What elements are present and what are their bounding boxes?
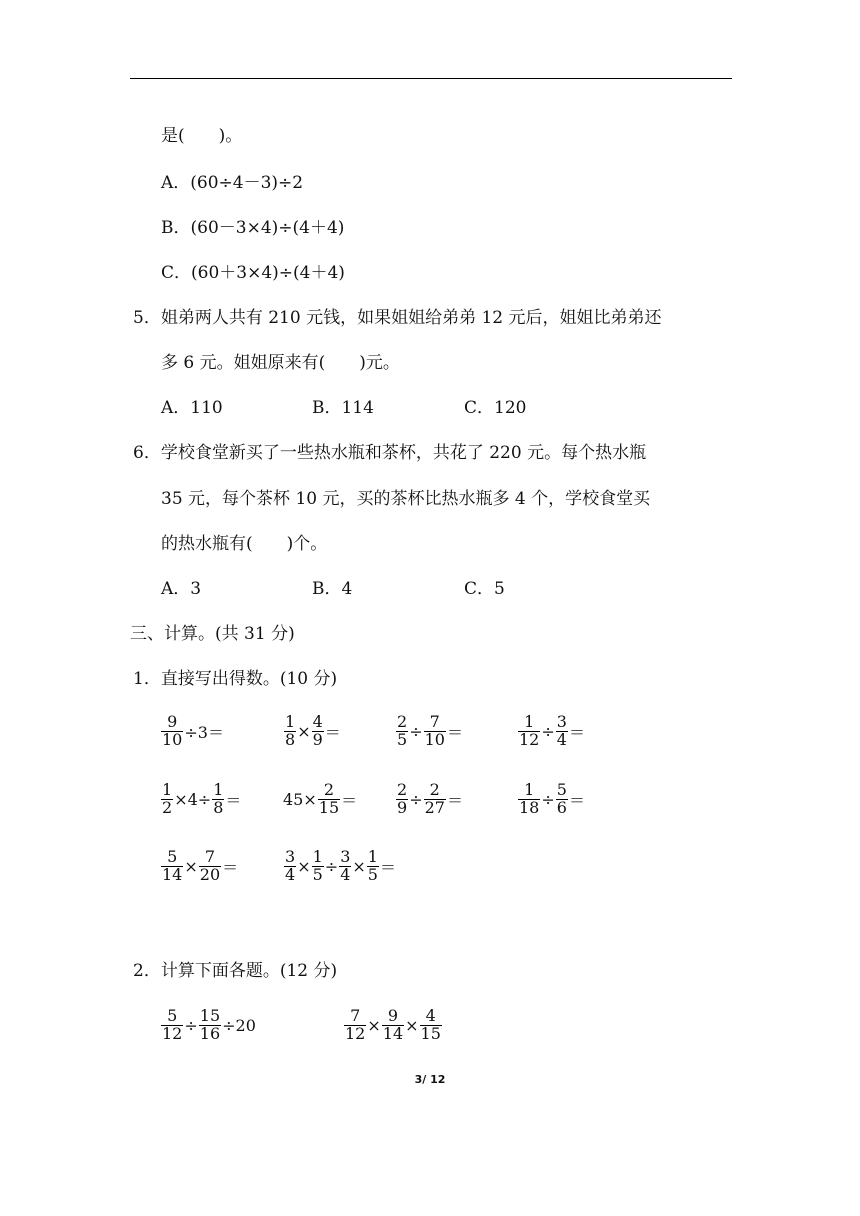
expr-4: $\frac{1}{12}$ ÷ $\frac{3}{4}$ ＝ (519, 712, 585, 749)
page-number: 3/ 12 (414, 1073, 446, 1086)
fraction: $\frac{3}{4}$ (556, 712, 567, 749)
fraction: $\frac{5}{6}$ (556, 780, 567, 817)
expr-8: $\frac{1}{18}$ ÷ $\frac{5}{6}$ ＝ (519, 780, 585, 817)
part-1-title: 1．直接写出得数。(10 分) (133, 669, 338, 689)
fraction: $\frac{2}{15}$ (318, 780, 340, 817)
fraction: $\frac{5}{14}$ (162, 847, 183, 884)
fraction: $\frac{1}{8}$ (213, 780, 224, 817)
q4-option-a: A．(60÷4－3)÷2 (161, 173, 304, 193)
fraction: $\frac{2}{27}$ (424, 780, 445, 817)
fraction: $\frac{1}{5}$ (312, 847, 323, 884)
fraction: $\frac{15}{16}$ (199, 1006, 221, 1043)
q4-option-c: C．(60＋3×4)÷(4＋4) (161, 263, 345, 283)
expr-10: $\frac{3}{4}$ × $\frac{1}{5}$ ÷ $\frac{3}{4}$ × $\frac{1}{5}$ ＝ (285, 847, 396, 884)
fraction: $\frac{1}{8}$ (285, 712, 296, 749)
q6-option-c: C．5 (464, 579, 505, 599)
fraction: $\frac{4}{15}$ (420, 1006, 441, 1043)
q5-option-c: C．120 (464, 398, 527, 418)
fraction: $\frac{7}{20}$ (199, 847, 221, 884)
calc-expr-2: $\frac{7}{12}$ × $\frac{9}{14}$ × $\frac{4}{15}$ (345, 1006, 441, 1043)
fraction: $\frac{7}{10}$ (424, 712, 445, 749)
expr-1: $\frac{9}{10}$ ÷3＝ (162, 712, 224, 749)
q6-option-b: B．4 (312, 579, 353, 599)
fraction: $\frac{9}{14}$ (382, 1006, 404, 1043)
fraction: $\frac{3}{4}$ (340, 847, 351, 884)
expr-7: $\frac{2}{9}$ ÷ $\frac{2}{27}$ ＝ (397, 780, 463, 817)
q4-stem-tail: 是( )。 (161, 126, 243, 146)
q6-stem-line1: 6．学校食堂新买了一些热水瓶和茶杯，共花了 220 元。每个热水瓶 (133, 443, 647, 463)
fraction: $\frac{2}{9}$ (397, 780, 408, 817)
fraction: $\frac{1}{2}$ (162, 780, 173, 817)
fraction: $\frac{3}{4}$ (285, 847, 296, 884)
expr-6: 45× $\frac{2}{15}$ ＝ (283, 780, 358, 817)
fraction: $\frac{7}{12}$ (345, 1006, 366, 1043)
part-2-title: 2．计算下面各题。(12 分) (133, 961, 338, 981)
section-3-title: 三、计算。(共 31 分) (130, 624, 295, 644)
q5-stem-line2: 多 6 元。姐姐原来有( )元。 (161, 353, 400, 373)
fraction: $\frac{9}{10}$ (162, 712, 183, 749)
expr-3: $\frac{2}{5}$ ÷ $\frac{7}{10}$ ＝ (397, 712, 463, 749)
q6-stem-line2: 35 元，每个茶杯 10 元，买的茶杯比热水瓶多 4 个，学校食堂买 (161, 489, 651, 509)
expr-5: $\frac{1}{2}$ ×4÷ $\frac{1}{8}$ ＝ (162, 780, 242, 817)
fraction: $\frac{1}{5}$ (367, 847, 378, 884)
q4-option-b: B．(60－3×4)÷(4＋4) (161, 218, 345, 238)
q6-option-a: A．3 (161, 579, 202, 599)
fraction: $\frac{2}{5}$ (397, 712, 408, 749)
fraction: $\frac{5}{12}$ (162, 1006, 183, 1043)
header-rule (130, 78, 732, 79)
q5-stem-line1: 5．姐弟两人共有 210 元钱，如果姐姐给弟弟 12 元后，姐姐比弟弟还 (133, 308, 662, 328)
fraction: $\frac{4}{9}$ (312, 712, 323, 749)
q5-option-b: B．114 (312, 398, 374, 418)
calc-expr-1: $\frac{5}{12}$ ÷ $\frac{15}{16}$ ÷20 (162, 1006, 256, 1043)
expr-2: $\frac{1}{8}$ × $\frac{4}{9}$ ＝ (285, 712, 341, 749)
q5-option-a: A．110 (161, 398, 223, 418)
fraction: $\frac{1}{18}$ (519, 780, 540, 817)
q6-stem-line3: 的热水瓶有( )个。 (161, 534, 328, 554)
fraction: $\frac{1}{12}$ (519, 712, 540, 749)
expr-9: $\frac{5}{14}$ × $\frac{7}{20}$ ＝ (162, 847, 239, 884)
